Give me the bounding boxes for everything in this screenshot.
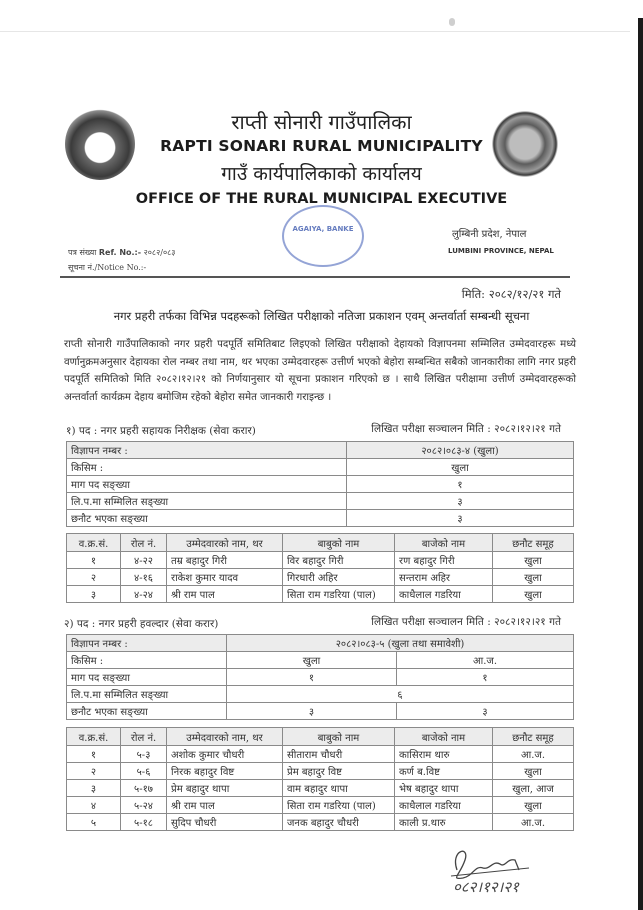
father-name-cell: गिरधारी अहिर bbox=[283, 569, 395, 586]
info-value: खुला bbox=[347, 459, 574, 476]
info-value: ३ bbox=[347, 510, 574, 527]
table-row bbox=[67, 780, 574, 797]
info-label: लि.प.मा सम्मिलित सङ्ख्या bbox=[67, 493, 347, 510]
info-label: विज्ञापन नम्बर : bbox=[67, 442, 347, 459]
section-1-exam-date: लिखित परीक्षा सञ्चालन मिति : २०८२।१२।२१ गते bbox=[371, 423, 561, 435]
grandfather-name-cell: काधैलाल गडरिया bbox=[395, 797, 493, 814]
serial-cell: १ bbox=[67, 552, 121, 569]
info-value: १ bbox=[397, 669, 574, 686]
father-name-cell: सिता राम गडरिया (पाल) bbox=[283, 586, 395, 603]
candidate-name-cell: श्री राम पाल bbox=[167, 586, 283, 603]
info-row bbox=[67, 459, 574, 476]
group-cell: खुला bbox=[493, 586, 574, 603]
father-name-cell: जनक बहादुर चौधरी bbox=[283, 814, 395, 831]
table-row bbox=[67, 552, 574, 569]
roll-cell: ४-२२ bbox=[121, 552, 167, 569]
stamp-location: AGAIYA, BANKE bbox=[292, 225, 354, 233]
roll-cell: ५-१८ bbox=[121, 814, 167, 831]
candidate-name-cell: राकेश कुमार यादव bbox=[167, 569, 283, 586]
table-row bbox=[67, 763, 574, 780]
municipality-name-en: RAPTI SONARI RURAL MUNICIPALITY bbox=[160, 137, 483, 155]
father-name-cell: सीताराम चौधरी bbox=[283, 746, 395, 763]
info-value: ३ bbox=[347, 493, 574, 510]
scan-edge-line bbox=[0, 31, 630, 32]
ref-value: २०८२/०८३ bbox=[143, 248, 176, 257]
candidate-name-cell: प्रेम बहादुर थापा bbox=[167, 780, 283, 797]
section-1-candidate-table bbox=[66, 533, 574, 603]
grandfather-name-cell: रण बहादुर गिरी bbox=[395, 552, 493, 569]
info-value: ३ bbox=[227, 703, 397, 720]
info-value: ३ bbox=[397, 703, 574, 720]
signature bbox=[445, 840, 565, 895]
signature-date: ०८२।१२।२१ bbox=[453, 878, 519, 895]
scan-smudge bbox=[449, 18, 455, 26]
serial-cell: २ bbox=[67, 569, 121, 586]
info-row bbox=[67, 510, 574, 527]
info-value: २०८२।०८३-५ (खुला तथा समावेशी) bbox=[227, 635, 574, 652]
table-row bbox=[67, 797, 574, 814]
section-2-candidate-table bbox=[66, 727, 574, 831]
office-name-en: OFFICE OF THE RURAL MUNICIPAL EXECUTIVE bbox=[135, 191, 508, 207]
ref-label-np: पत्र संख्या bbox=[68, 248, 97, 257]
info-value: १ bbox=[227, 669, 397, 686]
serial-cell: ३ bbox=[67, 780, 121, 797]
info-label: छनौट भएका सङ्ख्या bbox=[67, 703, 227, 720]
serial-cell: ५ bbox=[67, 814, 121, 831]
info-row bbox=[67, 669, 574, 686]
col-candidate-name: उम्मेदवारको नाम, थर bbox=[167, 534, 283, 552]
group-cell: खुला bbox=[493, 552, 574, 569]
info-label: माग पद सङ्ख्या bbox=[67, 669, 227, 686]
header-divider bbox=[60, 276, 570, 278]
info-label: किसिम : bbox=[67, 459, 347, 476]
info-row bbox=[67, 493, 574, 510]
serial-cell: २ bbox=[67, 763, 121, 780]
serial-cell: ४ bbox=[67, 797, 121, 814]
group-cell: खुला bbox=[493, 763, 574, 780]
notice-subject: नगर प्रहरी तर्फका विभिन्न पदहरूको लिखित परीक्षाको नतिजा प्रकाशन एवम् अन्तर्वार्ता सम्बन्धी सूचना bbox=[113, 309, 530, 323]
info-label: छनौट भएका सङ्ख्या bbox=[67, 510, 347, 527]
grandfather-name-cell: सन्तराम अहिर bbox=[395, 569, 493, 586]
info-row bbox=[67, 635, 574, 652]
grandfather-name-cell: कासिराम थारु bbox=[395, 746, 493, 763]
col-grandfather-name: बाजेको नाम bbox=[395, 728, 493, 746]
roll-cell: ५-६ bbox=[121, 763, 167, 780]
section-1-info-table bbox=[66, 441, 574, 527]
col-father-name: बाबुको नाम bbox=[283, 728, 395, 746]
group-cell: आ.ज. bbox=[493, 746, 574, 763]
info-row bbox=[67, 442, 574, 459]
grandfather-name-cell: कर्ण ब.विष्ट bbox=[395, 763, 493, 780]
reference-number bbox=[68, 247, 175, 258]
roll-cell: ४-१६ bbox=[121, 569, 167, 586]
serial-cell: ३ bbox=[67, 586, 121, 603]
col-roll: रोल नं. bbox=[121, 534, 167, 552]
province-en: LUMBINI PROVINCE, NEPAL bbox=[448, 247, 554, 255]
col-candidate-name: उम्मेदवारको नाम, थर bbox=[167, 728, 283, 746]
info-label: लि.प.मा सम्मिलित सङ्ख्या bbox=[67, 686, 227, 703]
info-value: ६ bbox=[227, 686, 574, 703]
roll-cell: ५-१७ bbox=[121, 780, 167, 797]
office-stamp bbox=[282, 205, 364, 267]
notice-number: सूचना नं./Notice No.:- bbox=[68, 263, 147, 272]
table-header-row bbox=[67, 534, 574, 552]
roll-cell: ५-३ bbox=[121, 746, 167, 763]
section-1-title: १) पद : नगर प्रहरी सहायक निरीक्षक (सेवा करार) bbox=[66, 425, 256, 437]
office-name-np: गाउँ कार्यपालिकाको कार्यालय bbox=[221, 163, 422, 185]
candidate-name-cell: अशोक कुमार चौधरी bbox=[167, 746, 283, 763]
table-row bbox=[67, 569, 574, 586]
col-father-name: बाबुको नाम bbox=[283, 534, 395, 552]
group-cell: खुला bbox=[493, 797, 574, 814]
serial-cell: १ bbox=[67, 746, 121, 763]
candidate-name-cell: निरक बहादुर विष्ट bbox=[167, 763, 283, 780]
candidate-name-cell: तम्र बहादुर गिरी bbox=[167, 552, 283, 569]
notice-body: राप्ती सोनारी गाउँपालिकाको नगर प्रहरी पदपूर्ति समितिबाट लिइएको लिखित परीक्षाको देहायको विज्ञापनमा सम्मिलित उम्मेदवारहरू मध्ये वर्णानुक्रमअनुसार देहायका रोल नम्बर तथा नाम, थर भएका उम्मेदवारहरू उत्तीर्ण भएको बेहोरा सम्बन्धित सबैको जानकारीका लागि नगर प्रहरी पदपूर्ति समितिको मिति २०८२।१२।२१ को निर्णयानुसार यो सूचना प्रकाशन गरिएको छ । साथै लिखित परीक्षामा उत्तीर्ण उम्मेदवारहरूको अन्तर्वार्ता कार्यक्रम देहाय बमोजिम रहेको बेहोरा समेत जानकारी गराइन्छ । bbox=[64, 339, 576, 403]
info-row bbox=[67, 652, 574, 669]
table-row bbox=[67, 814, 574, 831]
table-header-row bbox=[67, 728, 574, 746]
father-name-cell: विर बहादुर गिरी bbox=[283, 552, 395, 569]
info-value: आ.ज. bbox=[397, 652, 574, 669]
info-value: २०८२।०८३-४ (खुला) bbox=[347, 442, 574, 459]
col-group: छनौट समूह bbox=[493, 728, 574, 746]
info-label: माग पद सङ्ख्या bbox=[67, 476, 347, 493]
col-grandfather-name: बाजेको नाम bbox=[395, 534, 493, 552]
father-name-cell: प्रेम बहादुर विष्ट bbox=[283, 763, 395, 780]
ref-label-en: Ref. No.:- bbox=[98, 248, 142, 257]
col-serial: व.क्र.सं. bbox=[67, 728, 121, 746]
info-value: खुला bbox=[227, 652, 397, 669]
info-row bbox=[67, 703, 574, 720]
table-row bbox=[67, 586, 574, 603]
roll-cell: ४-२४ bbox=[121, 586, 167, 603]
info-label: किसिम : bbox=[67, 652, 227, 669]
father-name-cell: सिता राम गडरिया (पाल) bbox=[283, 797, 395, 814]
section-2-info-table bbox=[66, 634, 574, 720]
grandfather-name-cell: भेष बहादुर थापा bbox=[395, 780, 493, 797]
col-group: छनौट समूह bbox=[493, 534, 574, 552]
candidate-name-cell: सुदिप चौधरी bbox=[167, 814, 283, 831]
grandfather-name-cell: काली प्र.थारु bbox=[395, 814, 493, 831]
group-cell: खुला, आज bbox=[493, 780, 574, 797]
father-name-cell: वाम बहादुर थापा bbox=[283, 780, 395, 797]
grandfather-name-cell: काधैलाल गडरिया bbox=[395, 586, 493, 603]
section-2-exam-date: लिखित परीक्षा सञ्चालन मिति : २०८२।१२।२१ गते bbox=[371, 616, 561, 628]
roll-cell: ५-२४ bbox=[121, 797, 167, 814]
province-np: लुम्बिनी प्रदेश, नेपाल bbox=[452, 229, 527, 240]
group-cell: आ.ज. bbox=[493, 814, 574, 831]
municipality-name-np: राप्ती सोनारी गाउँपालिका bbox=[231, 110, 412, 134]
col-roll: रोल नं. bbox=[121, 728, 167, 746]
table-row bbox=[67, 746, 574, 763]
info-label: विज्ञापन नम्बर : bbox=[67, 635, 227, 652]
candidate-name-cell: श्री राम पाल bbox=[167, 797, 283, 814]
info-value: १ bbox=[347, 476, 574, 493]
group-cell: खुला bbox=[493, 569, 574, 586]
section-2-title: २) पद : नगर प्रहरी हवल्दार (सेवा करार) bbox=[64, 618, 219, 630]
info-row bbox=[67, 476, 574, 493]
notice-date: मिति: २०८२/१२/२१ गते bbox=[461, 287, 561, 301]
col-serial: व.क्र.सं. bbox=[67, 534, 121, 552]
info-row bbox=[67, 686, 574, 703]
